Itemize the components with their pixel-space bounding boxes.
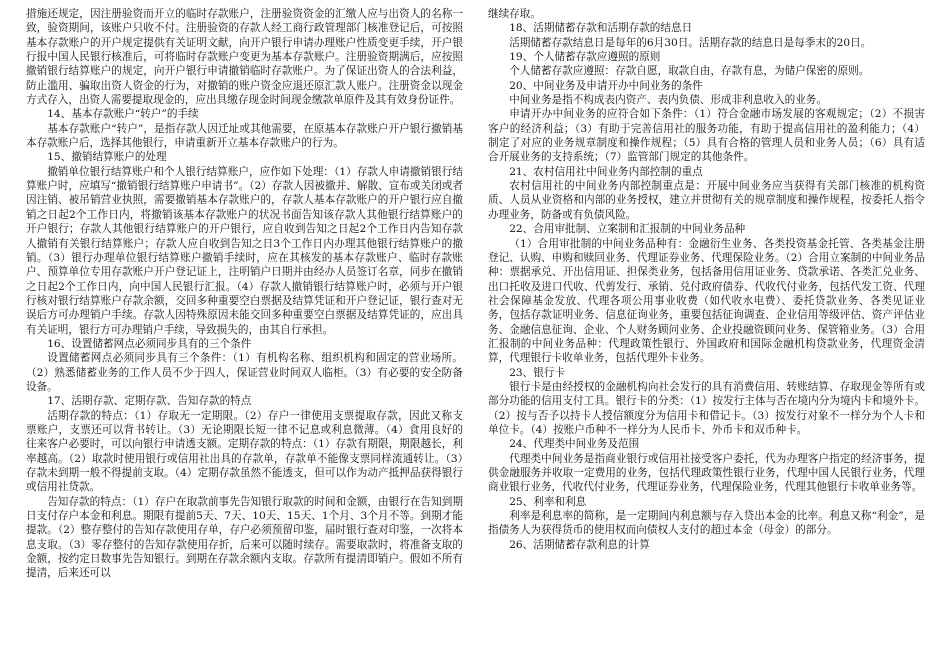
left-para-9: 告知存款的特点：（1）存户在取款前事先告知银行取款的时间和金额，由银行在告知到期日支付存户本金和利息。期限有提前5天、7天、10天、15天、1个月、3个月不等。到期才能提款。（2）整存整付的告知存款使用存单，存户必须预留印鉴，届时银行查对印鉴，一次将本息支取。（3）零存整付的告知存款使用存折，后来可以随时续存。需要取款时，将准备支取的金额，按约定日数事先告知银行。到期在存款余额内支取。存款所有提清即销户。假如不所有提清，后来还可以	[26, 495, 463, 580]
section-heading-23: 23、银行卡	[509, 366, 566, 379]
right-para-6: 中间业务是指不构成表内资产、表内负债、形成非利息收入的业务。	[509, 94, 827, 107]
section-heading-26: 26、活期储蓄存款利息的计算	[509, 538, 650, 551]
section-heading-24: 24、代理类中间业务及范围	[509, 438, 640, 451]
left-para-0: 措施还规定，因注册验资而开立的临时存款账户，注册验资资金的汇缴人应与出资人的名称一致，验资期间，该账户只收不付。注册验资的存款人经工商行政管理部门核准登记后，可按照基本存款账户的开户规定提供有关证明文献，向开户银行申请办理账户性质变更手续，开户银行报中国人民银行核准后，可将临时存款账户变更为基本存款账户。注册验资期满后，应按照撤销银行结算账户的规定，向开户银行申请撤销临时存款账户。为了保证出资人的合法利益，防止滥用、骗取出资人资金的行为，对撤销的账户资金应退还原汇款人账户。注册资金以现金方式存入，出资人需要提取现金的，应出具缴存现金时间现金缴款单原件及其有效身份证件。	[26, 8, 463, 107]
right-para-15: 代理类中间业务是指商业银行或信用社接受客户委托，代为办理客户指定的经济事务，提供金融服务并收取一定费用的业务，包括代理政策性银行业务，代理中国人民银行业务，代理商业银行业务，代收代付业务，代理证券业务，代理保险业务，代理其他银行卡收单业务等。	[488, 452, 925, 494]
left-column	[26, 7, 463, 581]
right-para-0: 继续存取。	[488, 8, 541, 20]
right-para-2: 活期储蓄存款结息日是每年的6月30日。活期存款的结息日是每季末的20日。	[509, 36, 872, 49]
section-heading-17: 17、活期存款、定期存款、告知存款的特点	[47, 395, 252, 408]
section-heading-18: 18、活期储蓄存款和活期存款的结息日	[509, 22, 693, 35]
right-para-13: 银行卡是由经授权的金融机构向社会发行的具有消费信用、转账结算、存取现金等所有或部分功能的信用支付工具。银行卡的分类：（1）按发行主体与否在境内分为境内卡和境外卡。（2）按与否予以持卡人授信额度分为信用卡和借记卡。（3）按发行对象不一样分为个人卡和单位卡。（4）按账户币种不一样分为人民币卡、外币卡和双币种卡。	[488, 380, 925, 436]
section-heading-22: 22、合用审批制、立案制和汇报制的中间业务品种	[509, 223, 746, 236]
section-heading-25: 25、利率和利息	[509, 495, 587, 508]
section-heading-21: 21、农村信用社中间业务内部控制的重点	[509, 165, 703, 178]
right-para-4: 个人储蓄存款应遵照：存款自愿，取款自由，存款有息，为储户保密的原则。	[509, 65, 870, 78]
left-para-6: 设置储蓄网点必须同步具有三个条件：（1）有机构名称、组织机构和固定的营业场所。（2）熟悉储蓄业务的工作人员不少于四人，保证营业时间双人临柜。（3）有必要的安全防备设备。	[26, 352, 463, 393]
right-para-9: 农村信用社的中间业务内部控制重点是：开展中间业务应当获得有关部门核准的机构资质、人员从业资格和内部的业务授权，建立并贯彻有关的规章制度和操作规程，按委托人指令办理业务，防备或有负债风险。	[488, 180, 925, 221]
left-para-2: 基本存款账户“转户”，是指存款人因迁址或其他需要，在原基本存款账户开户银行撤销基本存款账户后，选择其他银行，申请重新开立基本存款账户的行为。	[26, 122, 463, 150]
right-para-17: 利率是利息率的简称，是一定期间内利息额与存入贷出本金的比率。利息又称“利金”，是指债务人为获得货币的使用权而向债权人支付的超过本金（母金）的部分。	[488, 510, 925, 537]
section-heading-16: 16、设置储蓄网点必须同步具有的三个条件	[47, 337, 252, 350]
section-heading-19: 19、个人储蓄存款应遵照的原则	[509, 51, 661, 64]
right-para-11: （1）合用审批制的中间业务品种有：金融衍生业务、各类投资基金托管、各类基金注册登记、认购、申购和赎回业务、代理证券业务、代理保险业务。（2）合用立案制的中间业务品种：票据承兑、开出信用证、担保类业务，包括备用信用证业务、贷款承诺、各类汇兑业务、出口托收及进口代收、代剪发行、承销、兑付政府债券、代收代付业务，包括代发工资、代理社会保障基金发放、代理各项公用事业收费（如代收水电费）、委托贷款业务、各类见证业务，包括存款证明业务、信息征询业务，重要包括征询调查、企业信用等级评估、资产评估业务、金融信息征询、企业、个人财务顾问业务、企业投融资顾问业务、保管箱业务。（3）合用汇报制的中间业务品种：代理政策性银行、外国政府和国际金融机构贷款业务，代理资金清算，代理银行卡收单业务，包括代理外卡业务。	[488, 237, 925, 365]
left-para-4: 撤销单位银行结算账户和个人银行结算账户，应作如下处理：（1）存款人申请撤销银行结算账户时，应填写“撤销银行结算账户申请书”。（2）存款人因被撤并、解散、宣布或关闭或者因注销、被吊销营业执照，需要撤销基本存款账户的，存款人基本存款账户的开户银行应自撤销之日起2个工作日内，将撤销该基本存款账户的状况书面告知该存款人其他银行结算账户的开户银行；存款人其他银行结算账户的开户银行，应自收到告知之日起2个工作日内告知存款人撤销有关银行结算账户；存款人应自收到告知之日3个工作日内办理其他银行结算账户的撤销。（3）银行办理单位银行结算账户撤销手续时，应在其核发的基本存款账户、临时存款账户、预算单位专用存款账户开户登记证上，注明销户日期并由经办人员签订名章，同步在撤销之日起2个工作日内，向中国人民银行汇报。（4）存款人撤销银行结算账户时，必须与开户银行核对银行结算账户存款余额，交回多种重要空白票据及结算凭证和开户登记证，银行查对无误后方可办理销户手续。存款人因特殊原因未能交回多种重要空白票据及结算凭证的，应出具有关证明，银行方可办理销户手续，导致损失的，由其自行承担。	[26, 165, 463, 336]
left-para-8: 活期存款的特点：（1）存取无一定期限。（2）存户一律使用支票提取存款，因此又称支票账户，支票还可以背书转让。（3）无论期限长短一律不记息或利息微薄。（4）食用良好的往来客户必要时，可以向银行申请透支额。定期存款的特点：（1）存款有期限，期限越长，利率越高。（2）取款时使用银行或信用社出具的存款单，存款单不能像支票同样流通转让。（3）存款未到期一般不得提前支取。（4）定期存款虽然不能透支，但可以作为动产抵押品获得银行或信用社贷款。	[26, 409, 463, 494]
right-para-7: 申请开办中间业务的应符合如下条件：（1）符合金融市场发展的客观规定；（2）不损害客户的经济利益；（3）有助于完善信用社的服务功能，有助于提高信用社的盈利能力；（4）制定了对应的业务规章制度和操作规程；（5）具有合格的管理人员和业务人员；（6）具有适合开展业务的支持系统；（7）监管部门规定的其他条件。	[488, 108, 925, 164]
section-heading-20: 20、中间业务及申请开办中间业务的条件	[509, 79, 703, 92]
section-heading-15: 15、撤销结算账户的处理	[47, 151, 167, 164]
section-heading-14: 14、基本存款账户“转户”的手续	[47, 108, 199, 121]
right-column	[488, 7, 925, 552]
